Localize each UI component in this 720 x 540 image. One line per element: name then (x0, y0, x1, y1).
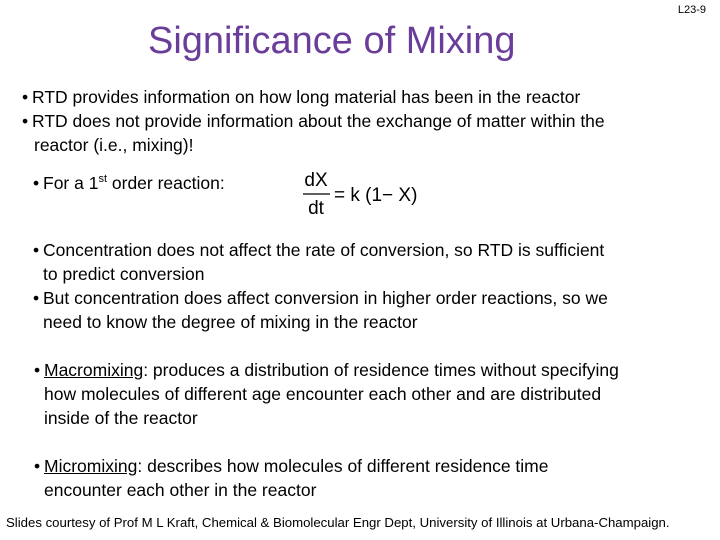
bullet-concentration-effect-cont: need to know the degree of mixing in the reactor (43, 312, 418, 332)
slide-title: Significance of Mixing (148, 20, 516, 62)
bullet-micromixing-cont: encounter each other in the reactor (44, 480, 317, 500)
bullet-dot-icon: • (22, 87, 29, 107)
bullet-concentration-effect (33, 286, 608, 310)
micromixing-term: Micromixing (44, 456, 138, 476)
bullet-dot-icon: • (33, 288, 40, 308)
first-order-prefix: For a 1 (43, 172, 99, 193)
slide-footer: Slides courtesy of Prof M L Kraft, Chemical & Biomolecular Engr Dept, University of Illinois at Urbana-Champaign. (6, 515, 670, 530)
bullet-dot-icon: • (33, 172, 40, 193)
bullet-text: Concentration does not affect the rate of conversion, so RTD is sufficient (43, 240, 605, 260)
bullet-rtd-mixing (22, 109, 605, 133)
equation-denominator: dt (308, 198, 324, 219)
macromixing-term: Macromixing (44, 360, 144, 380)
first-order-sup: st (98, 173, 108, 185)
bullet-macromixing-cont: how molecules of different age encounter each other and are distributed (44, 384, 602, 404)
first-order-suffix: order reaction: (107, 172, 225, 193)
equation-rhs: = k (1− X) (334, 185, 418, 206)
bullet-text: RTD provides information on how long material has been in the reactor (32, 87, 581, 107)
bullet-text: But concentration does affect conversion in higher order reactions, so we (43, 288, 608, 308)
bullet-rtd-info (22, 85, 580, 109)
rate-equation (300, 166, 430, 220)
slide-number: L23-9 (677, 4, 706, 16)
bullet-concentration-no-effect-cont: to predict conversion (43, 264, 205, 284)
bullet-dot-icon: • (22, 111, 29, 131)
equation-numerator: dX (304, 170, 328, 191)
bullet-macromixing (34, 358, 619, 382)
bullet-concentration-no-effect (33, 238, 604, 262)
bullet-macromixing-cont2: inside of the reactor (44, 408, 198, 428)
bullet-text: RTD does not provide information about the exchange of matter within the (32, 111, 605, 131)
bullet-rtd-mixing-cont: reactor (i.e., mixing)! (34, 135, 194, 155)
bullet-text: : produces a distribution of residence times without specifying (143, 360, 619, 380)
bullet-text: : describes how molecules of different residence time (137, 456, 549, 476)
bullet-dot-icon: • (33, 240, 40, 260)
bullet-first-order (33, 167, 225, 195)
bullet-dot-icon: • (34, 360, 41, 380)
bullet-micromixing (34, 454, 549, 478)
bullet-dot-icon: • (34, 456, 41, 476)
